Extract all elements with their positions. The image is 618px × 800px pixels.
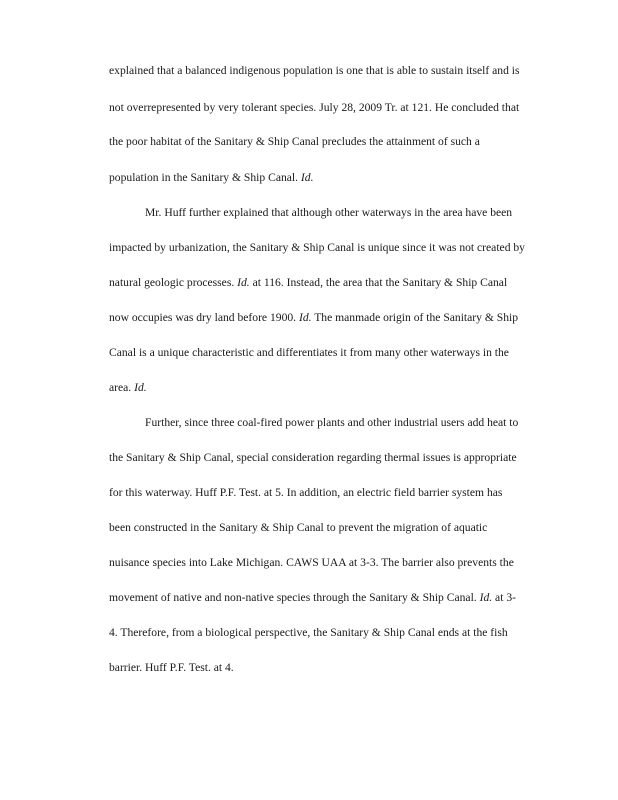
citation-id: Id. [479,591,493,604]
paragraph-2-line-4-a: now occupies was dry land before 1900. [109,311,299,324]
paragraph-3-line-3: for this waterway. Huff P.F. Test. at 5. In addition, an electric field barrier system has [109,486,503,499]
paragraph-3-line-6-b: at 3- [492,591,516,604]
citation-id: Id. [237,276,250,289]
paragraph-2-line-6 [109,381,147,395]
paragraph-2-line-4 [109,311,518,325]
paragraph-3-line-1: Further, since three coal-fired power plants and other industrial users add heat to [145,416,519,429]
paragraph-2-line-3 [109,276,507,290]
citation-id: Id. [300,171,314,184]
paragraph-3-line-2: the Sanitary & Ship Canal, special consideration regarding thermal issues is appropriate [109,451,517,464]
paragraph-2-line-4-b: The manmade origin of the Sanitary & Ship [311,311,519,324]
citation-id: Id. [134,381,147,394]
paragraph-2-line-3-a: natural geologic processes. [109,276,238,289]
paragraph-1-line-4 [109,171,313,185]
paragraph-1-line-2: not overrepresented by very tolerant species. July 28, 2009 Tr. at 121. He concluded that [109,101,520,114]
paragraph-3-line-6 [109,591,516,605]
paragraph-2-line-5: Canal is a unique characteristic and differentiates it from many other waterways in the [109,346,509,359]
paragraph-2-line-6-a: area. [109,381,135,394]
paragraph-3-line-8: barrier. Huff P.F. Test. at 4. [109,661,234,674]
paragraph-1-line-3: the poor habitat of the Sanitary & Ship Canal precludes the attainment of such a [109,135,480,148]
paragraph-3-line-4: been constructed in the Sanitary & Ship Canal to prevent the migration of aquatic [109,521,488,534]
paragraph-2-line-2: impacted by urbanization, the Sanitary & Ship Canal is unique since it was not created by [109,241,525,254]
citation-id: Id. [298,311,312,324]
paragraph-2-line-1: Mr. Huff further explained that although other waterways in the area have been [145,206,513,219]
paragraph-3-line-6-a: movement of native and non-native species through the Sanitary & Ship Canal. [109,591,480,604]
paragraph-3-line-5: nuisance species into Lake Michigan. CAWS UAA at 3-3. The barrier also prevents the [109,556,514,569]
paragraph-3-line-7: 4. Therefore, from a biological perspective, the Sanitary & Ship Canal ends at the fish [109,626,508,639]
paragraph-1-line-4-text: population in the Sanitary & Ship Canal. [109,171,301,184]
paragraph-2-line-3-b: at 116. Instead, the area that the Sanitary & Ship Canal [249,276,508,289]
paragraph-1-line-1: explained that a balanced indigenous population is one that is able to sustain itself and is [109,64,520,77]
